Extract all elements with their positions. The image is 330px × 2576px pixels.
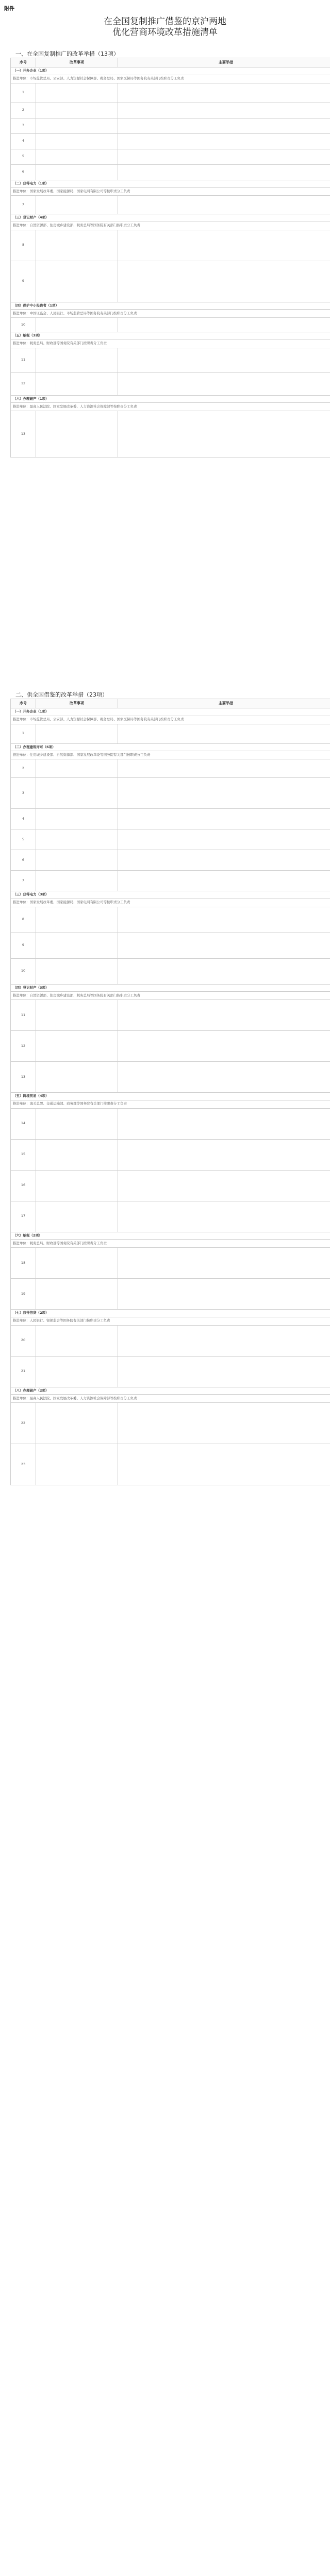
row-number: 5 bbox=[11, 829, 36, 850]
group-lead-row bbox=[11, 899, 330, 907]
group-title: （五）纳税（3项） bbox=[11, 332, 330, 340]
row-item bbox=[36, 1139, 118, 1170]
row-measures bbox=[118, 1279, 330, 1310]
column-header-no: 序号 bbox=[11, 699, 36, 708]
group-lead-row bbox=[11, 1240, 330, 1248]
group-lead-row bbox=[11, 716, 330, 724]
row-item bbox=[36, 261, 118, 302]
table-row bbox=[11, 196, 330, 214]
group-title: （四）保护中小投资者（1项） bbox=[11, 302, 330, 310]
row-number: 6 bbox=[11, 164, 36, 180]
row-item bbox=[36, 829, 118, 850]
table-row bbox=[11, 318, 330, 332]
group-row bbox=[11, 984, 330, 992]
table-row bbox=[11, 83, 330, 103]
row-number: 15 bbox=[11, 1139, 36, 1170]
row-measures bbox=[118, 118, 330, 133]
table-row bbox=[11, 1201, 330, 1232]
row-measures bbox=[118, 1325, 330, 1356]
group-title: （二）获得电力（1项） bbox=[11, 180, 330, 188]
row-number: 20 bbox=[11, 1325, 36, 1356]
row-measures bbox=[118, 1248, 330, 1279]
table-row bbox=[11, 372, 330, 395]
row-measures bbox=[118, 724, 330, 743]
row-item bbox=[36, 318, 118, 332]
table-header-row bbox=[11, 699, 330, 708]
row-measures bbox=[118, 1356, 330, 1387]
row-measures bbox=[118, 103, 330, 118]
row-item bbox=[36, 149, 118, 164]
row-measures bbox=[118, 871, 330, 891]
row-measures bbox=[118, 1031, 330, 1062]
group-title: （五）跨境贸易（4项） bbox=[11, 1093, 330, 1100]
row-item bbox=[36, 1325, 118, 1356]
group-lead: 推进单位：最高人民法院、国家发展改革委、人力资源社会保障部等按职责分工负责 bbox=[11, 1395, 330, 1403]
group-lead: 推进单位：税务总局、财政部等国务院有关部门按职责分工负责 bbox=[11, 1240, 330, 1248]
row-number: 13 bbox=[11, 1062, 36, 1093]
table-row bbox=[11, 348, 330, 372]
row-item bbox=[36, 778, 118, 809]
group-row bbox=[11, 1310, 330, 1317]
table-row bbox=[11, 871, 330, 891]
row-item bbox=[36, 1403, 118, 1444]
table-row bbox=[11, 1108, 330, 1139]
group-lead: 推进单位：国家发展改革委、国家能源局、国家电网有限公司等按职责分工负责 bbox=[11, 899, 330, 907]
group-row bbox=[11, 708, 330, 716]
group-lead-row bbox=[11, 992, 330, 1000]
row-number: 3 bbox=[11, 778, 36, 809]
group-lead-row bbox=[11, 751, 330, 759]
group-lead: 推进单位：人民银行、银保监会等国务院有关部门按职责分工负责 bbox=[11, 1317, 330, 1325]
part1-table bbox=[10, 58, 330, 457]
group-lead: 推进单位：税务总局、财政部等国务院有关部门按职责分工负责 bbox=[11, 340, 330, 348]
table-row bbox=[11, 1170, 330, 1201]
table-row bbox=[11, 958, 330, 984]
document-title-line1: 在全国复制推广借鉴的京沪两地 bbox=[104, 16, 226, 27]
row-item bbox=[36, 1279, 118, 1310]
row-measures bbox=[118, 261, 330, 302]
row-measures bbox=[118, 759, 330, 778]
table-row bbox=[11, 230, 330, 261]
group-row bbox=[11, 180, 330, 188]
group-lead-row bbox=[11, 222, 330, 230]
table-row bbox=[11, 1279, 330, 1310]
row-number: 5 bbox=[11, 149, 36, 164]
row-measures bbox=[118, 850, 330, 871]
table-row bbox=[11, 1031, 330, 1062]
group-lead-row bbox=[11, 75, 330, 83]
column-header-measures: 主要举措 bbox=[118, 699, 330, 708]
group-row bbox=[11, 743, 330, 751]
table-row bbox=[11, 164, 330, 180]
row-measures bbox=[118, 83, 330, 103]
group-title: （三）获得电力（3项） bbox=[11, 891, 330, 899]
group-lead: 推进单位：自然资源部、住房城乡建设部、税务总局等国务院有关部门按职责分工负责 bbox=[11, 992, 330, 1000]
row-number: 17 bbox=[11, 1201, 36, 1232]
column-header-item: 改革事项 bbox=[36, 699, 118, 708]
part1-heading: 一、在全国复制推广的改革举措（13项） bbox=[15, 50, 119, 57]
row-measures bbox=[118, 1139, 330, 1170]
attachment-label: 附件 bbox=[4, 6, 14, 12]
row-item bbox=[36, 1201, 118, 1232]
group-title: （二）办理建筑许可（6项） bbox=[11, 743, 330, 751]
group-title: （七）获得信贷（2项） bbox=[11, 1310, 330, 1317]
group-row bbox=[11, 891, 330, 899]
table-row bbox=[11, 933, 330, 958]
row-number: 23 bbox=[11, 1444, 36, 1485]
table-row bbox=[11, 118, 330, 133]
row-measures bbox=[118, 230, 330, 261]
row-item bbox=[36, 871, 118, 891]
table-row bbox=[11, 261, 330, 302]
row-number: 10 bbox=[11, 318, 36, 332]
row-measures bbox=[118, 1403, 330, 1444]
group-lead: 推进单位：中国证监会、人民银行、市场监管总局等国务院有关部门按职责分工负责 bbox=[11, 310, 330, 318]
row-item bbox=[36, 118, 118, 133]
row-item bbox=[36, 933, 118, 958]
row-measures bbox=[118, 958, 330, 984]
row-measures bbox=[118, 933, 330, 958]
row-measures bbox=[118, 133, 330, 149]
group-title: （六）办理破产（1项） bbox=[11, 395, 330, 403]
group-lead-row bbox=[11, 310, 330, 318]
row-number: 19 bbox=[11, 1279, 36, 1310]
group-lead: 推进单位：自然资源部、住房城乡建设部、税务总局等国务院有关部门按职责分工负责 bbox=[11, 222, 330, 230]
row-item bbox=[36, 1444, 118, 1485]
group-title: （一）开办企业（1项） bbox=[11, 708, 330, 716]
part2-heading: 二、供全国借鉴的改革举措（23项） bbox=[15, 691, 108, 698]
row-measures bbox=[118, 318, 330, 332]
group-row bbox=[11, 395, 330, 403]
group-lead-row bbox=[11, 1395, 330, 1403]
row-item bbox=[36, 759, 118, 778]
row-number: 8 bbox=[11, 230, 36, 261]
row-item bbox=[36, 1062, 118, 1093]
group-row bbox=[11, 302, 330, 310]
group-title: （四）登记财产（3项） bbox=[11, 984, 330, 992]
table-row bbox=[11, 103, 330, 118]
table-row bbox=[11, 724, 330, 743]
row-measures bbox=[118, 907, 330, 933]
group-lead: 推进单位：海关总署、交通运输部、商务部等国务院有关部门按职责分工负责 bbox=[11, 1100, 330, 1108]
column-header-measures: 主要举措 bbox=[118, 58, 330, 67]
row-item bbox=[36, 907, 118, 933]
row-number: 11 bbox=[11, 348, 36, 372]
table-row bbox=[11, 809, 330, 829]
table-header-row bbox=[11, 58, 330, 67]
table-row bbox=[11, 1000, 330, 1031]
row-number: 1 bbox=[11, 724, 36, 743]
row-measures bbox=[118, 1062, 330, 1093]
row-number: 10 bbox=[11, 958, 36, 984]
table-row bbox=[11, 1403, 330, 1444]
row-number: 2 bbox=[11, 759, 36, 778]
row-item bbox=[36, 1356, 118, 1387]
group-lead-row bbox=[11, 340, 330, 348]
table-row bbox=[11, 1062, 330, 1093]
row-measures bbox=[118, 809, 330, 829]
column-header-item: 改革事项 bbox=[36, 58, 118, 67]
group-lead-row bbox=[11, 403, 330, 411]
row-number: 14 bbox=[11, 1108, 36, 1139]
column-header-no: 序号 bbox=[11, 58, 36, 67]
row-item bbox=[36, 348, 118, 372]
group-row bbox=[11, 67, 330, 75]
document-title-line2: 优化营商环境改革措施清单 bbox=[112, 27, 218, 38]
table-row bbox=[11, 829, 330, 850]
table-row bbox=[11, 850, 330, 871]
group-title: （一）开办企业（1项） bbox=[11, 67, 330, 75]
part2-table bbox=[10, 699, 330, 1485]
row-number: 11 bbox=[11, 1000, 36, 1031]
row-number: 9 bbox=[11, 261, 36, 302]
group-row bbox=[11, 214, 330, 222]
table-row bbox=[11, 149, 330, 164]
group-lead-row bbox=[11, 188, 330, 196]
table-row bbox=[11, 907, 330, 933]
row-item bbox=[36, 83, 118, 103]
row-item bbox=[36, 1108, 118, 1139]
group-lead: 推进单位：市场监管总局、公安部、人力资源社会保障部、税务总局、国家医保局等国务院有关部门按职责分工负责 bbox=[11, 716, 330, 724]
row-measures bbox=[118, 778, 330, 809]
row-number: 16 bbox=[11, 1170, 36, 1201]
row-item bbox=[36, 1248, 118, 1279]
group-title: （三）登记财产（4项） bbox=[11, 214, 330, 222]
row-measures bbox=[118, 164, 330, 180]
row-number: 21 bbox=[11, 1356, 36, 1387]
row-number: 22 bbox=[11, 1403, 36, 1444]
row-item bbox=[36, 1000, 118, 1031]
group-row bbox=[11, 1232, 330, 1240]
table-row bbox=[11, 759, 330, 778]
row-item bbox=[36, 133, 118, 149]
row-number: 12 bbox=[11, 372, 36, 395]
row-measures bbox=[118, 1444, 330, 1485]
row-item bbox=[36, 958, 118, 984]
row-item bbox=[36, 230, 118, 261]
group-lead: 推进单位：国家发展改革委、国家能源局、国家电网有限公司等按职责分工负责 bbox=[11, 188, 330, 196]
row-number: 4 bbox=[11, 809, 36, 829]
row-measures bbox=[118, 411, 330, 457]
row-item bbox=[36, 1170, 118, 1201]
group-row bbox=[11, 332, 330, 340]
table-row bbox=[11, 1325, 330, 1356]
table-row bbox=[11, 1444, 330, 1485]
group-row bbox=[11, 1093, 330, 1100]
table-row bbox=[11, 1356, 330, 1387]
row-item bbox=[36, 196, 118, 214]
table-row bbox=[11, 133, 330, 149]
table-row bbox=[11, 778, 330, 809]
row-item bbox=[36, 724, 118, 743]
row-number: 8 bbox=[11, 907, 36, 933]
row-measures bbox=[118, 1108, 330, 1139]
row-measures bbox=[118, 196, 330, 214]
group-lead: 推进单位：最高人民法院、国家发展改革委、人力资源社会保障部等按职责分工负责 bbox=[11, 403, 330, 411]
group-row bbox=[11, 1387, 330, 1395]
row-number: 13 bbox=[11, 411, 36, 457]
row-measures bbox=[118, 829, 330, 850]
row-number: 7 bbox=[11, 871, 36, 891]
row-number: 12 bbox=[11, 1031, 36, 1062]
row-item bbox=[36, 411, 118, 457]
row-number: 3 bbox=[11, 118, 36, 133]
table-row bbox=[11, 411, 330, 457]
row-measures bbox=[118, 1201, 330, 1232]
row-number: 9 bbox=[11, 933, 36, 958]
row-measures bbox=[118, 149, 330, 164]
row-number: 1 bbox=[11, 83, 36, 103]
group-title: （八）办理破产（2项） bbox=[11, 1387, 330, 1395]
row-measures bbox=[118, 1000, 330, 1031]
row-item bbox=[36, 103, 118, 118]
row-number: 7 bbox=[11, 196, 36, 214]
group-lead-row bbox=[11, 1317, 330, 1325]
group-lead-row bbox=[11, 1100, 330, 1108]
row-measures bbox=[118, 372, 330, 395]
table-row bbox=[11, 1139, 330, 1170]
group-lead: 推进单位：市场监管总局、公安部、人力资源社会保障部、税务总局、国家医保局等国务院有关部门按职责分工负责 bbox=[11, 75, 330, 83]
row-number: 18 bbox=[11, 1248, 36, 1279]
row-item bbox=[36, 372, 118, 395]
group-lead: 推进单位：住房城乡建设部、自然资源部、国家发展改革委等国务院有关部门按职责分工负责 bbox=[11, 751, 330, 759]
row-measures bbox=[118, 348, 330, 372]
row-item bbox=[36, 164, 118, 180]
row-number: 6 bbox=[11, 850, 36, 871]
group-title: （六）纳税（2项） bbox=[11, 1232, 330, 1240]
row-item bbox=[36, 1031, 118, 1062]
row-item bbox=[36, 809, 118, 829]
row-measures bbox=[118, 1170, 330, 1201]
table-row bbox=[11, 1248, 330, 1279]
row-number: 2 bbox=[11, 103, 36, 118]
row-number: 4 bbox=[11, 133, 36, 149]
row-item bbox=[36, 850, 118, 871]
